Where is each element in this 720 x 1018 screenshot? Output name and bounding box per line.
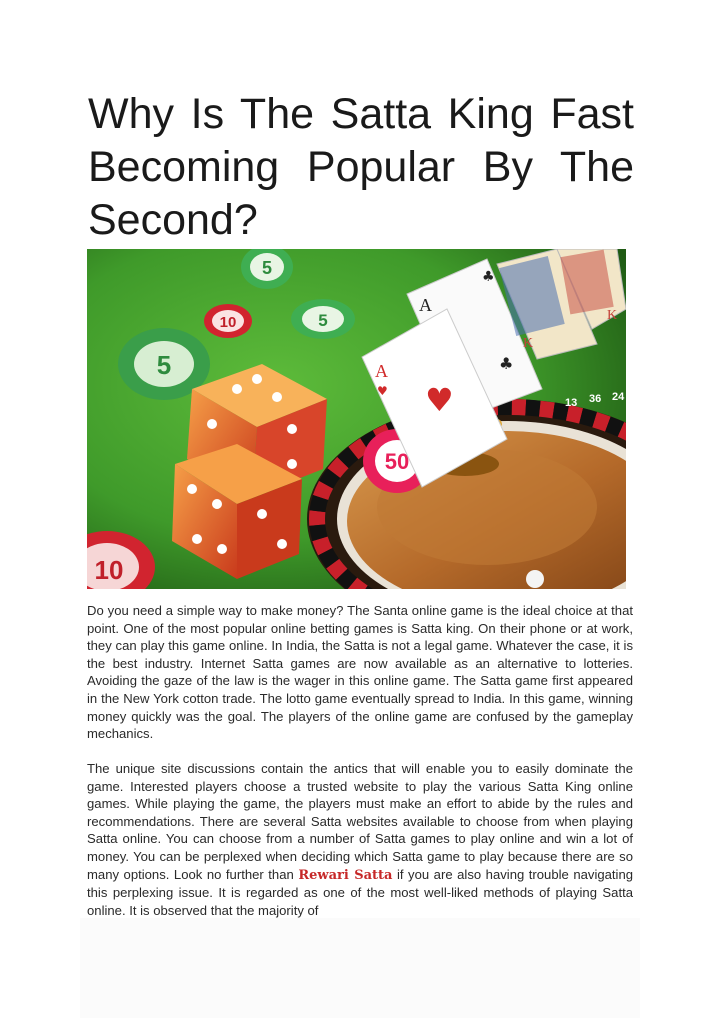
paragraph-2-text-continued: if you are also having trouble navigating this perplexing issue. It is regarded as one of the most well-liked methods of playing Satta online. It is observed that the majority of — [87, 866, 634, 918]
hero-image — [87, 249, 626, 589]
chip-label: 5 — [318, 311, 328, 330]
chip-green-middle — [291, 299, 355, 339]
svg-text:A: A — [419, 295, 432, 315]
wheel-number: 24 — [612, 391, 625, 403]
svg-text:K: K — [523, 336, 534, 351]
chip-label: 50 — [384, 449, 410, 474]
svg-text:♥: ♥ — [425, 381, 454, 419]
paragraph-1: Do you need a simple way to make money? The Santa online game is the ideal choice at that point. One of the most popular online betting games is Satta king. On their phone or at work, they can play this game online. In India, the Satta is not a legal game. Whatever the case, it is the best industry. Internet Satta games are now available as an alternative to lotteries. Avoiding the gaze of the law is the wager in this online game. The Satta game first appeared in the New York cotton trade. The lotto game eventually spread to India. In this game, winning money quickly was the goal. The players of the online game are confused by the gameplay mechanics. — [87, 603, 633, 742]
svg-text:♥: ♥ — [377, 384, 388, 398]
svg-text:♣: ♣ — [499, 354, 514, 373]
paragraph-2 — [87, 760, 633, 919]
svg-text:K: K — [607, 308, 618, 323]
wheel-number: 36 — [589, 393, 602, 405]
chip-red-small — [204, 304, 252, 338]
svg-text:A: A — [375, 361, 388, 381]
chip-label: 5 — [156, 350, 172, 380]
page-bottom-blank — [80, 918, 640, 1018]
chip-label: 10 — [94, 555, 124, 585]
rewari-satta-link[interactable]: Rewari Satta — [298, 867, 393, 883]
svg-text:♣: ♣ — [482, 269, 495, 285]
roulette-ball — [526, 570, 544, 588]
paragraph-2-text: The unique site discussions contain the antics that will enable you to easily dominate the game. Interested players choose a trusted website to play the various Satta King online games. While playing the game, the players must make an effort to abide by the rules and recommendations. There are several Satta websites available to choose from when playing Satta online. You can choose from a number of Satta games to play online and win a lot of money. You can be perplexed when deciding which Satta game to play because there are so many options. Look no further than — [87, 761, 633, 882]
article-title: Why Is The Satta King Fast Becoming Popular By The Second? — [88, 90, 634, 244]
chip-label: 10 — [219, 314, 237, 331]
chip-label: 5 — [261, 258, 273, 278]
wheel-number: 13 — [565, 397, 578, 409]
